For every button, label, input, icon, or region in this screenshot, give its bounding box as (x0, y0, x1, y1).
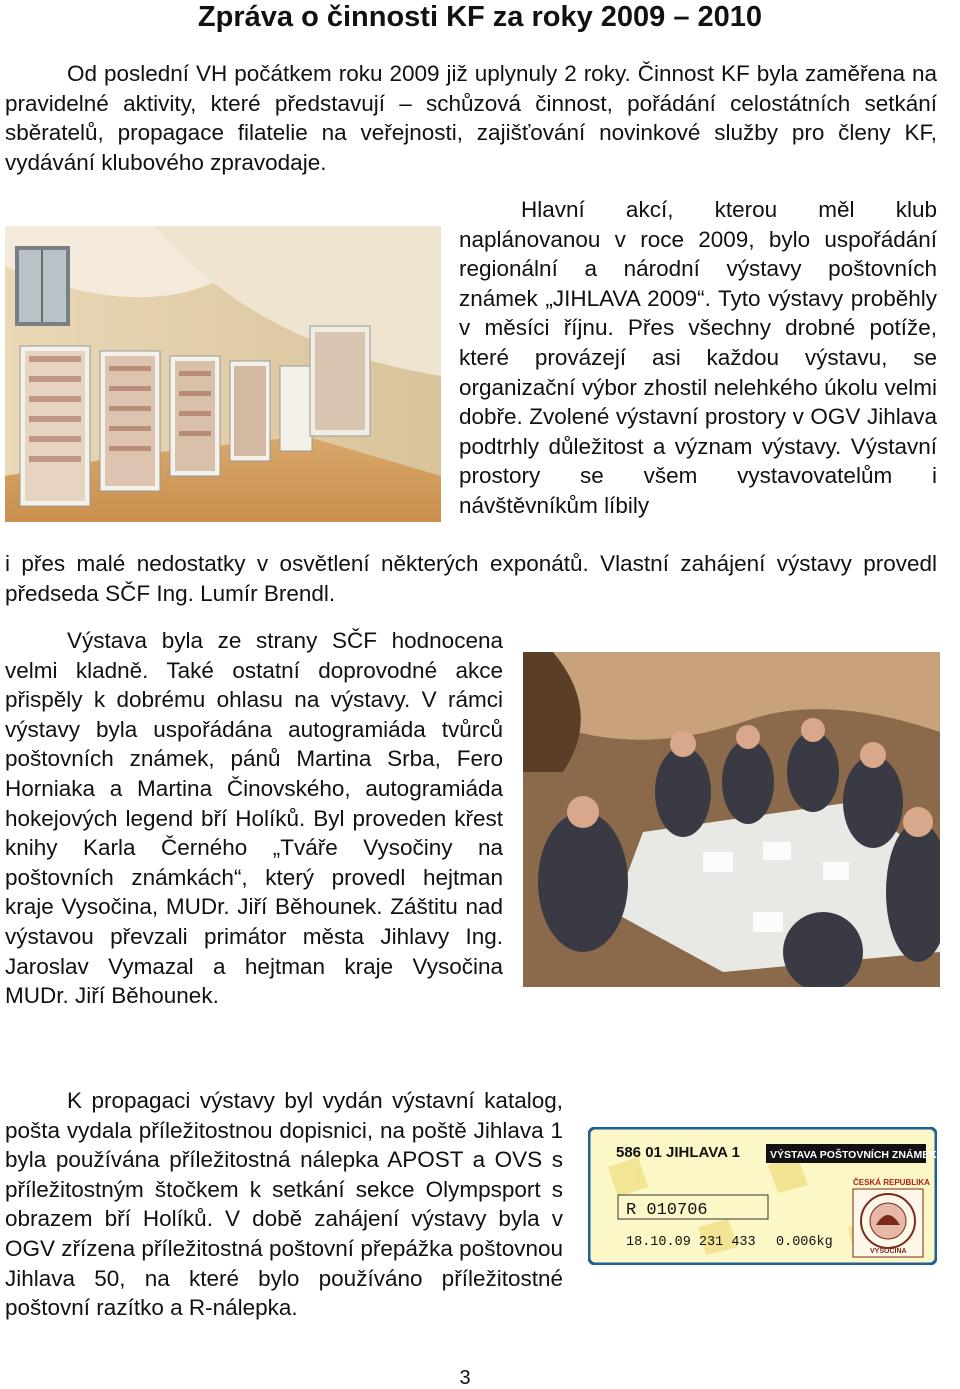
label-title: VÝSTAVA POŠTOVNÍCH ZNÁMEK (770, 1149, 937, 1161)
intro-paragraph: Od poslední VH počátkem roku 2009 již uplynuly 2 roky. Činnost KF byla zaměřena na pravidelné aktivity, které představují – schůzová činnost, pořádání celostátních setkání sběratelů, propagace filatelie na veřejnosti, zajišťování novinkové služby pro členy KF, vydávání klubového zpravodaje. (5, 61, 937, 175)
registered-label (588, 1127, 937, 1265)
exhibition-paragraph-full: i přes malé nedostatky v osvětlení některých exponátů. Vlastní zahájení výstavy provedl předseda SČF Ing. Lumír Brendl. (5, 551, 937, 606)
label-country: ČESKÁ REPUBLIKA (853, 1178, 930, 1187)
promotion-paragraph: K propagaci výstavy byl vydán výstavní katalog, pošta vydala příležitostnou dopisnici, na poště Jihlava 1 byla používána příležitostná nálepka APOST a OVS s příležitostným štočkem k setkání sekce Olympsport s obrazem bří Holíků. V době zahájení výstavy byla v OGV zřízena příležitostná poštovní přepážka poštovnou Jihlava 50, na které bylo používáno příležitostné poštovní razítko a R-nálepka. (5, 1088, 563, 1321)
evaluation-paragraph: Výstava byla ze strany SČF hodnocena velmi kladně. Také ostatní doprovodné akce přispěly k dobrému ohlasu na výstavy. V rámci výstavy byla uspořádána autogramiáda tvůrců poštovních známek, pánů Martina Srba, Fero Horniaka a Martina Činovského, autogramiáda hokejových legend bří Holíků. Byl proveden křest knihy Karla Černého „Tváře Vysočiny na poštovních známkách“, který provedl hejtman kraje Vysočina, MUDr. Jiří Běhounek. Záštitu nad výstavou převzali primátor města Jihlavy Ing. Jaroslav Vymazal a hejtman kraje Vysočina MUDr. Jiří Běhounek. (5, 628, 503, 1009)
label-header: 586 01 JIHLAVA 1 (616, 1144, 740, 1161)
label-weight: 0.006kg (776, 1235, 833, 1250)
page-title: Zpráva o činnosti KF za roky 2009 – 2010 (197, 1, 763, 33)
autograph-session-photo (523, 652, 940, 987)
exhibition-hall-photo (5, 226, 441, 522)
autograph-session-image (523, 652, 940, 987)
label-regnum: R 010706 (626, 1201, 708, 1220)
page-number: 3 (459, 1367, 471, 1389)
stamp-seal-icon (853, 1189, 923, 1257)
exhibition-hall-image (5, 226, 441, 522)
registered-label-image (588, 1127, 937, 1265)
label-date: 18.10.09 231 433 (626, 1235, 756, 1250)
seal-text: VYSOČINA (870, 1248, 907, 1255)
exhibition-paragraph-wrap: Hlavní akcí, kterou měl klub naplánovanou v roce 2009, bylo uspořádání regionální a národní výstavy poštovních známek „JIHLAVA 2009“. Tyto výstavy proběhly v měsíci říjnu. Přes všechny drobné potíže, které provázejí asi každou výstavu, se organizační výbor zhostil nelehkého úkolu velmi dobře. Zvolené výstavní prostory v OGV Jihlava podtrhly důležitost a význam výstavy. Výstavní prostory se všem vystavovatelům i návštěvníkům líbily (459, 197, 937, 518)
